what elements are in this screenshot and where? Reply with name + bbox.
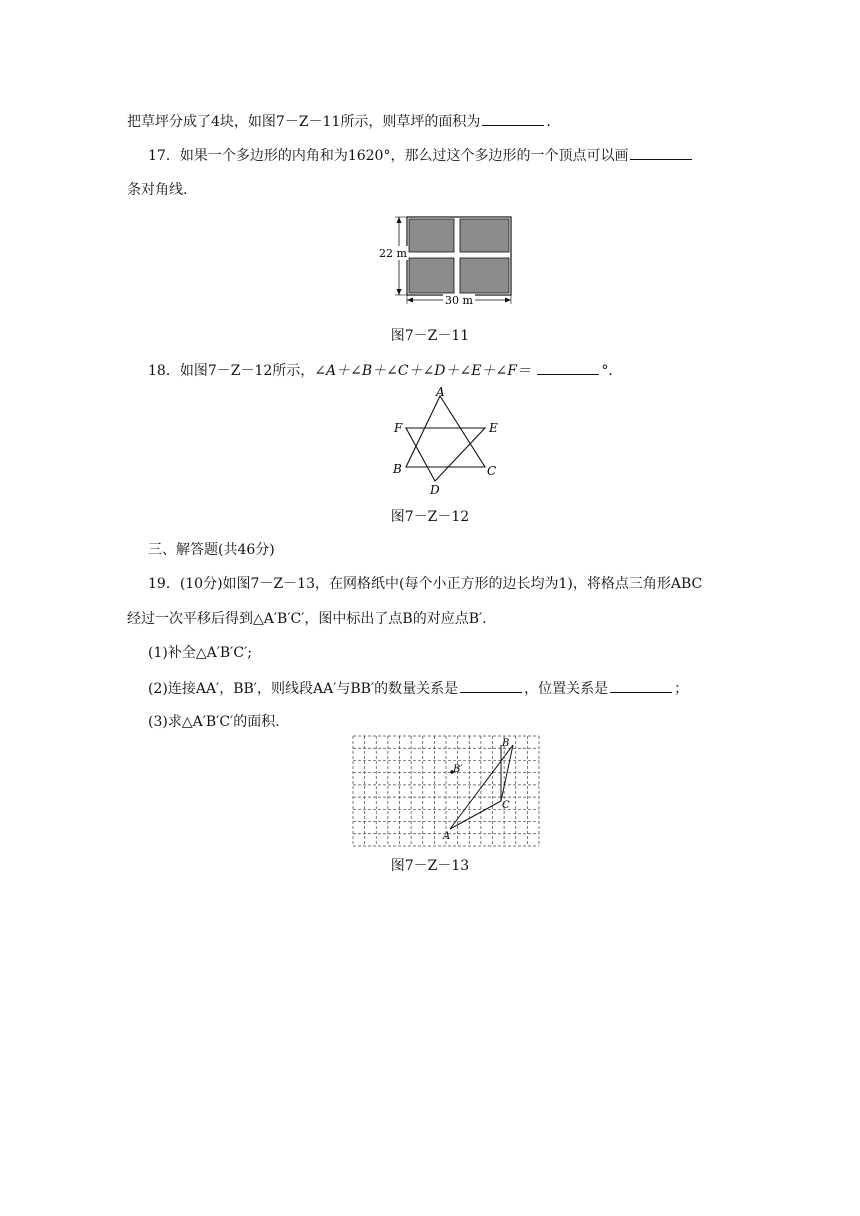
label-F: F bbox=[394, 421, 403, 435]
q19-position-blank[interactable] bbox=[610, 678, 672, 693]
label-D: D bbox=[430, 483, 440, 497]
label-B-grid: B bbox=[502, 738, 510, 749]
q17-line1 bbox=[148, 145, 694, 166]
triangle-ABC bbox=[406, 396, 485, 467]
section-3-title: 三、解答题(共46分) bbox=[148, 542, 275, 558]
lawn-block-bottom-right bbox=[460, 258, 509, 293]
label-C: C bbox=[487, 464, 497, 478]
q19-sub2 bbox=[148, 678, 688, 699]
label-C-grid: C bbox=[502, 800, 510, 811]
figure-7-z-13 bbox=[351, 734, 541, 849]
q17-answer-blank[interactable] bbox=[630, 145, 692, 160]
figure-13-caption: 图7－Z－13 bbox=[390, 858, 470, 874]
width-label: 30 m bbox=[445, 294, 473, 307]
lawn-block-top-right bbox=[460, 219, 509, 252]
q19-sub2-text-a: (2)连接AA′，BB′，则线段AA′与BB′的数量关系是 bbox=[148, 681, 459, 697]
q19-sub1: (1)补全△A′B′C′; bbox=[148, 645, 252, 661]
label-E: E bbox=[489, 421, 498, 435]
label-A-grid: A bbox=[443, 831, 451, 842]
figure-11-caption: 图7－Z－11 bbox=[390, 328, 470, 344]
q16-tail-text: 把草坪分成了4块，如图7－Z－11所示，则草坪的面积为 bbox=[127, 114, 481, 130]
label-B: B bbox=[393, 462, 402, 476]
q18-line bbox=[148, 360, 613, 381]
q19-sub2-text-c: ； bbox=[674, 681, 689, 697]
lawn-block-top-left bbox=[409, 219, 454, 252]
q16-end: . bbox=[546, 114, 551, 130]
q16-tail-line bbox=[127, 111, 551, 132]
triangle-ABC-grid bbox=[450, 745, 513, 829]
q19-sub3: (3)求△A′B′C′的面积. bbox=[148, 714, 280, 730]
q18-expression: ∠A＋∠B＋∠C＋∠D＋∠E＋∠F＝ bbox=[314, 363, 531, 379]
label-B-prime: B′ bbox=[453, 764, 463, 775]
q18-answer-blank[interactable] bbox=[537, 360, 599, 375]
figure-7-z-12 bbox=[388, 386, 508, 496]
q17-line2 bbox=[127, 180, 187, 200]
q17-text: 17．如果一个多边形的内角和为1620°，那么过这个多边形的一个顶点可以画 bbox=[148, 148, 629, 164]
figure-12-caption: 图7－Z－12 bbox=[390, 509, 470, 525]
figure-7-z-11 bbox=[375, 212, 525, 312]
q16-answer-blank[interactable] bbox=[482, 111, 544, 126]
label-A: A bbox=[436, 385, 445, 399]
q19-quantity-blank[interactable] bbox=[460, 678, 522, 693]
triangle-FED bbox=[406, 428, 485, 481]
q18-prefix: 18．如图7－Z－12所示， bbox=[148, 363, 315, 379]
lawn-block-bottom-left bbox=[409, 258, 454, 293]
q17-text-end: 条对角线. bbox=[127, 182, 188, 198]
q19-line2: 经过一次平移后得到△A′B′C′，图中标出了点B的对应点B′. bbox=[127, 611, 487, 627]
height-label: 22 m bbox=[379, 247, 407, 260]
q19-line1: 19．(10分)如图7－Z－13，在网格纸中(每个小正方形的边长均为1)，将格点三角形ABC bbox=[148, 576, 703, 592]
q19-sub2-text-b: ，位置关系是 bbox=[524, 681, 609, 697]
q18-end: °. bbox=[601, 363, 613, 379]
